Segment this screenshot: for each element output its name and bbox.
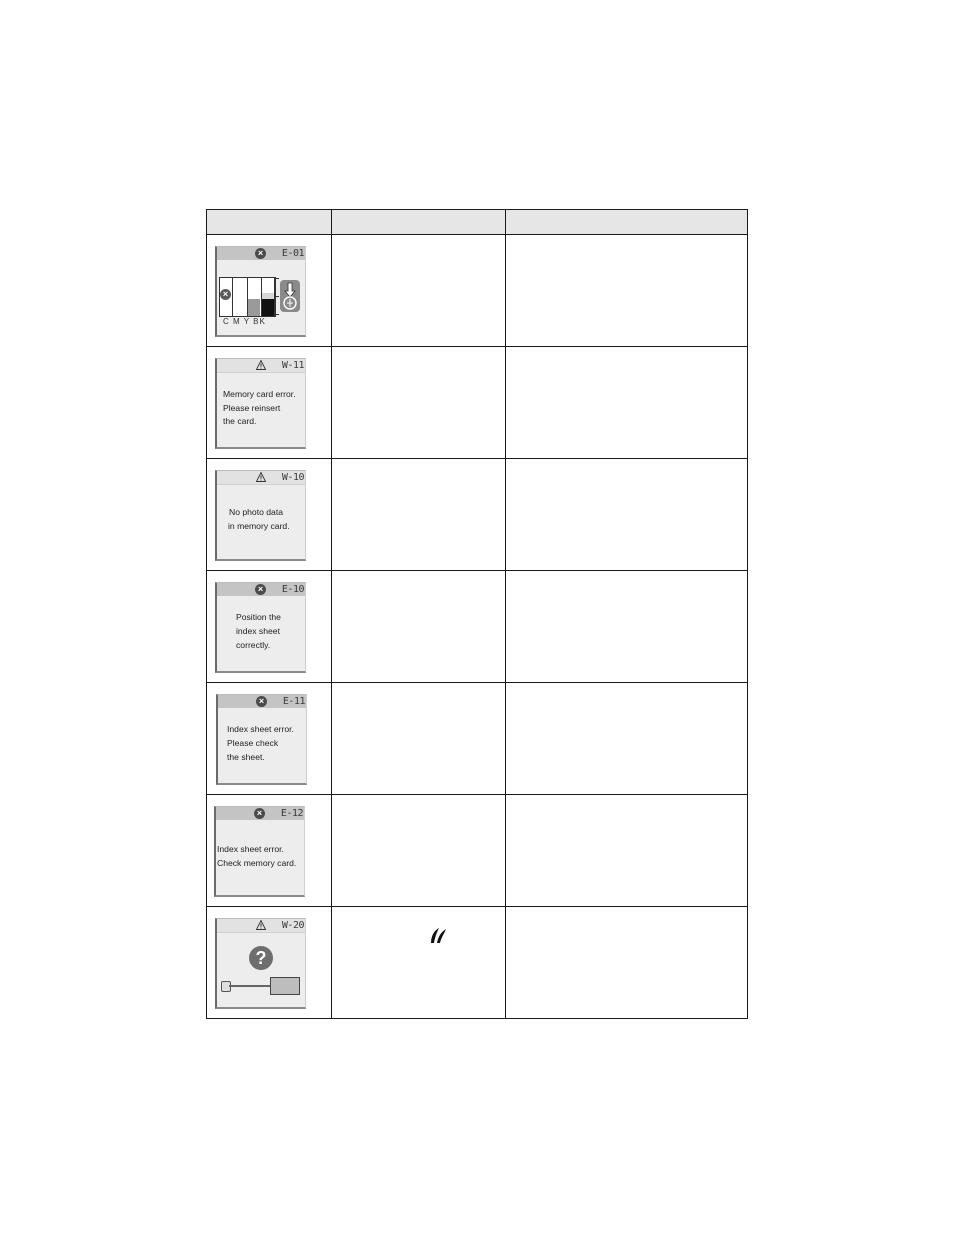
lcd-cell bbox=[207, 683, 332, 795]
lcd-error-code: E-12 bbox=[280, 808, 303, 819]
lcd-screen bbox=[215, 358, 306, 449]
cause-cell bbox=[332, 571, 506, 683]
level-tick bbox=[276, 278, 279, 279]
table-row bbox=[207, 347, 748, 459]
header-cause bbox=[332, 210, 506, 235]
ink-column-c bbox=[232, 278, 245, 316]
table-row bbox=[207, 235, 748, 347]
lcd-cell bbox=[207, 347, 332, 459]
solution-cell bbox=[506, 235, 748, 347]
lcd-error-code: W-20 bbox=[281, 920, 304, 931]
lcd-message-line: No photo data bbox=[229, 507, 283, 517]
ink-drop-arrow-icon bbox=[280, 280, 300, 312]
lcd-message-line: correctly. bbox=[236, 640, 271, 650]
lcd-message-line: the sheet. bbox=[227, 752, 265, 762]
solution-cell bbox=[506, 459, 748, 571]
cause-cell bbox=[332, 683, 506, 795]
ink-fill-m bbox=[248, 299, 260, 316]
lcd-message-line: the card. bbox=[223, 416, 257, 426]
cause-cell bbox=[332, 235, 506, 347]
lcd-cell bbox=[207, 235, 332, 347]
table-row bbox=[207, 459, 748, 571]
lcd-error-code: W-11 bbox=[281, 360, 304, 371]
header-lcd bbox=[207, 210, 332, 235]
lcd-error-code: E-01 bbox=[281, 248, 304, 259]
table-row bbox=[207, 571, 748, 683]
lcd-cell bbox=[207, 795, 332, 907]
lcd-screen bbox=[215, 582, 306, 673]
table-row bbox=[207, 907, 748, 1019]
lcd-screen bbox=[215, 918, 306, 1009]
error-x-icon: × bbox=[254, 808, 265, 819]
cause-cell bbox=[332, 907, 506, 1019]
lcd-message-line: Memory card error. bbox=[223, 389, 296, 399]
lcd-message-line: index sheet bbox=[236, 626, 280, 636]
device-icon bbox=[270, 977, 300, 995]
lcd-message-line: Check memory card. bbox=[217, 858, 297, 868]
usb-cable-icon bbox=[229, 985, 270, 987]
cause-cell bbox=[332, 459, 506, 571]
warning-triangle-icon bbox=[256, 360, 266, 370]
lcd-message-line: Please check bbox=[227, 738, 279, 748]
lcd-screen bbox=[214, 806, 305, 897]
solution-cell bbox=[506, 347, 748, 459]
table-header-row bbox=[207, 210, 748, 235]
error-x-icon: × bbox=[256, 696, 267, 707]
ink-column-m bbox=[247, 278, 260, 316]
usb-pictbridge-icon bbox=[427, 925, 449, 947]
lcd-message-line: Index sheet error. bbox=[227, 724, 294, 734]
empty-cartridge-x-icon: × bbox=[220, 289, 231, 300]
lcd-cell bbox=[207, 571, 332, 683]
error-x-icon: × bbox=[255, 248, 266, 259]
level-tick bbox=[276, 296, 279, 297]
solution-cell bbox=[506, 795, 748, 907]
lcd-screen bbox=[215, 470, 306, 561]
error-x-icon: × bbox=[255, 584, 266, 595]
cause-cell bbox=[332, 795, 506, 907]
lcd-error-code: W-10 bbox=[281, 472, 304, 483]
cause-cell bbox=[332, 347, 506, 459]
lcd-message-line: Position the bbox=[236, 612, 281, 622]
lcd-error-code: E-11 bbox=[282, 696, 305, 707]
header-solution bbox=[506, 210, 748, 235]
solution-cell bbox=[506, 571, 748, 683]
lcd-screen-ink bbox=[215, 246, 306, 337]
lcd-screen bbox=[216, 694, 307, 785]
ink-color-labels: C M Y BK bbox=[223, 317, 266, 326]
solution-cell bbox=[506, 683, 748, 795]
table-row bbox=[207, 683, 748, 795]
warning-triangle-icon bbox=[256, 472, 266, 482]
ink-fill-bk bbox=[262, 299, 274, 316]
cartridge-replace-icon bbox=[280, 280, 300, 312]
solution-cell bbox=[506, 907, 748, 1019]
lcd-message-line: Index sheet error. bbox=[217, 844, 284, 854]
warning-triangle-icon bbox=[256, 920, 266, 930]
lcd-message-line: in memory card. bbox=[228, 521, 290, 531]
question-mark-icon: ? bbox=[249, 946, 273, 970]
table-row bbox=[207, 795, 748, 907]
lcd-cell bbox=[207, 459, 332, 571]
lcd-message-line: Please reinsert bbox=[223, 403, 281, 413]
lcd-error-code: E-10 bbox=[281, 584, 304, 595]
error-code-table bbox=[206, 209, 748, 1019]
lcd-cell bbox=[207, 907, 332, 1019]
level-tick bbox=[276, 314, 279, 315]
